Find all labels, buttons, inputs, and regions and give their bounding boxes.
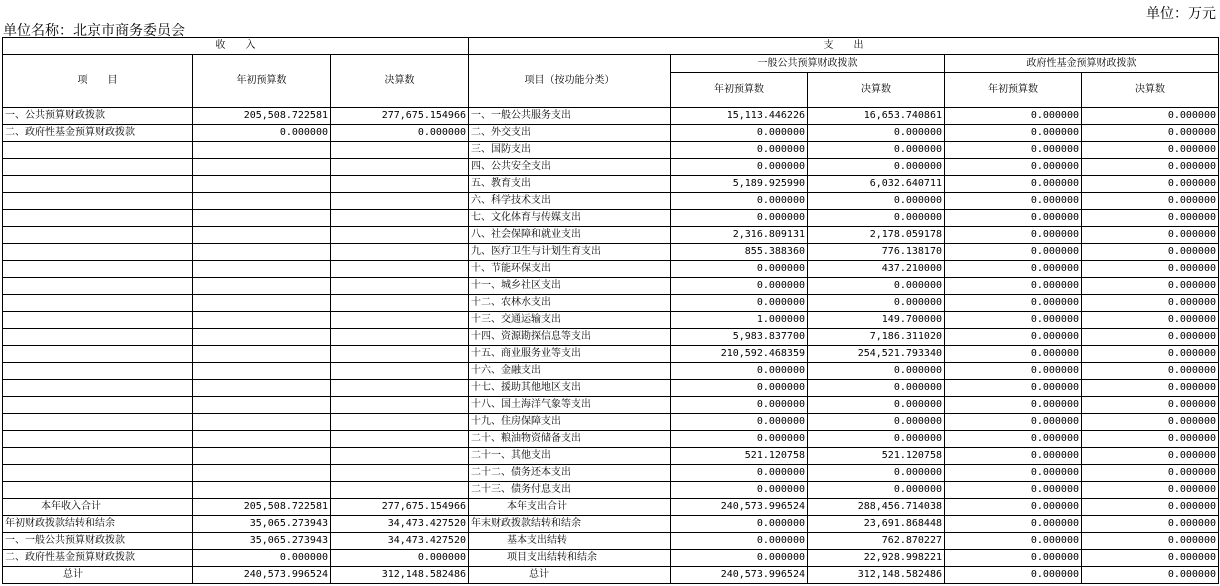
income-final-cell[interactable] <box>331 363 469 380</box>
income-item-cell[interactable] <box>3 329 193 346</box>
table-row <box>3 176 1219 193</box>
gov-fund-final-cell[interactable]: 0.000000 <box>1082 312 1219 329</box>
income-final-cell[interactable] <box>331 431 469 448</box>
table-row <box>3 227 1219 244</box>
income-final-cell[interactable] <box>331 193 469 210</box>
table-row <box>3 261 1219 278</box>
table-row <box>3 533 1219 550</box>
expense-item-cell[interactable]: 总计 <box>469 567 671 584</box>
income-final-cell[interactable] <box>331 380 469 397</box>
income-item-cell[interactable] <box>3 448 193 465</box>
gov-fund-budget-cell[interactable]: 0.000000 <box>945 142 1082 159</box>
income-item-cell[interactable] <box>3 397 193 414</box>
general-fund-final-cell[interactable]: 0.000000 <box>808 125 945 142</box>
income-budget-cell[interactable]: 240,573.996524 <box>193 567 331 584</box>
general-fund-budget-cell[interactable]: 0.000000 <box>671 210 808 227</box>
gov-fund-budget-cell[interactable]: 0.000000 <box>945 295 1082 312</box>
gov-fund-budget-cell[interactable]: 0.000000 <box>945 380 1082 397</box>
gov-fund-budget-cell[interactable]: 0.000000 <box>945 193 1082 210</box>
income-final-cell[interactable] <box>331 346 469 363</box>
income-item-cell[interactable] <box>3 346 193 363</box>
income-budget-cell[interactable] <box>193 414 331 431</box>
gov-fund-budget-cell[interactable]: 0.000000 <box>945 159 1082 176</box>
income-final-cell[interactable] <box>331 210 469 227</box>
gov-fund-final-cell[interactable]: 0.000000 <box>1082 363 1219 380</box>
gov-fund-final-cell[interactable]: 0.000000 <box>1082 108 1219 125</box>
gov-fund-final-cell[interactable]: 0.000000 <box>1082 567 1219 584</box>
table-row <box>3 329 1219 346</box>
general-fund-budget-cell[interactable]: 0.000000 <box>671 516 808 533</box>
gov-fund-budget-cell[interactable]: 0.000000 <box>945 261 1082 278</box>
income-final-cell[interactable] <box>331 329 469 346</box>
general-fund-final-cell[interactable]: 0.000000 <box>808 380 945 397</box>
income-header[interactable]: 收 入 <box>3 38 469 55</box>
income-item-cell[interactable]: 总计 <box>3 567 193 584</box>
gov-fund-budget-cell[interactable]: 0.000000 <box>945 465 1082 482</box>
income-item-cell[interactable] <box>3 482 193 499</box>
income-budget-cell[interactable] <box>193 346 331 363</box>
income-final-cell[interactable] <box>331 142 469 159</box>
general-fund-budget-cell[interactable]: 0.000000 <box>671 414 808 431</box>
expense-item-cell[interactable]: 四、公共安全支出 <box>469 159 671 176</box>
table-row <box>3 465 1219 482</box>
gov-fund-final-cell[interactable]: 0.000000 <box>1082 244 1219 261</box>
income-final-cell[interactable]: 312,148.582486 <box>331 567 469 584</box>
table-row <box>3 499 1219 516</box>
table-row <box>3 244 1219 261</box>
income-item-cell[interactable] <box>3 414 193 431</box>
general-fund-final-cell[interactable]: 288,456.714038 <box>808 499 945 516</box>
gov-fund-final-cell[interactable]: 0.000000 <box>1082 380 1219 397</box>
gov-fund-budget-cell[interactable]: 0.000000 <box>945 533 1082 550</box>
income-budget-cell[interactable] <box>193 329 331 346</box>
gov-fund-budget-cell[interactable]: 0.000000 <box>945 431 1082 448</box>
income-budget-cell[interactable] <box>193 465 331 482</box>
gf-final-header[interactable]: 决算数 <box>808 73 945 108</box>
expense-item-cell[interactable]: 十二、农林水支出 <box>469 295 671 312</box>
general-fund-final-cell[interactable]: 0.000000 <box>808 142 945 159</box>
income-final-cell[interactable] <box>331 465 469 482</box>
table-row <box>3 448 1219 465</box>
income-budget-cell[interactable] <box>193 397 331 414</box>
general-fund-final-cell[interactable]: 0.000000 <box>808 210 945 227</box>
gov-fund-final-cell[interactable]: 0.000000 <box>1082 210 1219 227</box>
general-fund-final-cell[interactable]: 6,032.640711 <box>808 176 945 193</box>
income-budget-cell[interactable] <box>193 210 331 227</box>
general-fund-final-cell[interactable]: 0.000000 <box>808 431 945 448</box>
table-row <box>3 346 1219 363</box>
income-final-cell[interactable] <box>331 176 469 193</box>
header-row-1 <box>3 38 1219 55</box>
table-row <box>3 567 1219 584</box>
gov-fund-final-cell[interactable]: 0.000000 <box>1082 516 1219 533</box>
income-item-cell[interactable] <box>3 465 193 482</box>
table-row <box>3 142 1219 159</box>
gov-fund-budget-cell[interactable]: 0.000000 <box>945 482 1082 499</box>
general-fund-final-cell[interactable]: 0.000000 <box>808 278 945 295</box>
income-final-cell[interactable] <box>331 397 469 414</box>
general-fund-budget-cell[interactable]: 0.000000 <box>671 261 808 278</box>
general-fund-final-cell[interactable]: 0.000000 <box>808 363 945 380</box>
gov-fund-budget-cell[interactable]: 0.000000 <box>945 550 1082 567</box>
expense-item-cell[interactable]: 项目支出结转和结余 <box>469 550 671 567</box>
income-item-cell[interactable] <box>3 227 193 244</box>
expense-item-cell[interactable]: 二十三、债务付息支出 <box>469 482 671 499</box>
income-final-cell[interactable]: 277,675.154966 <box>331 108 469 125</box>
gov-fund-final-cell[interactable]: 0.000000 <box>1082 465 1219 482</box>
table-row <box>3 159 1219 176</box>
income-budget-cell[interactable] <box>193 227 331 244</box>
general-fund-final-cell[interactable]: 23,691.868448 <box>808 516 945 533</box>
income-budget-cell[interactable] <box>193 363 331 380</box>
expense-item-cell[interactable]: 八、社会保障和就业支出 <box>469 227 671 244</box>
gov-fund-final-cell[interactable]: 0.000000 <box>1082 550 1219 567</box>
income-budget-cell[interactable] <box>193 159 331 176</box>
general-fund-final-cell[interactable]: 776.138170 <box>808 244 945 261</box>
income-final-cell[interactable] <box>331 244 469 261</box>
gov-fund-header[interactable]: 政府性基金预算财政拨款 <box>945 55 1219 73</box>
expense-item-cell[interactable]: 十六、金融支出 <box>469 363 671 380</box>
general-fund-final-cell[interactable]: 2,178.059178 <box>808 227 945 244</box>
income-item-cell[interactable]: 一、公共预算财政拨款 <box>3 108 193 125</box>
unit-label: 单位：万元 <box>1146 6 1216 22</box>
general-fund-budget-cell[interactable]: 0.000000 <box>671 363 808 380</box>
general-fund-final-cell[interactable]: 0.000000 <box>808 482 945 499</box>
general-fund-budget-cell[interactable]: 0.000000 <box>671 397 808 414</box>
general-fund-final-cell[interactable]: 0.000000 <box>808 159 945 176</box>
header-row-2 <box>3 55 1219 73</box>
table-row <box>3 278 1219 295</box>
expense-item-cell[interactable]: 三、国防支出 <box>469 142 671 159</box>
expense-item-cell[interactable]: 五、教育支出 <box>469 176 671 193</box>
general-fund-budget-cell[interactable]: 0.000000 <box>671 465 808 482</box>
table-row <box>3 550 1219 567</box>
table-row <box>3 431 1219 448</box>
budget-table <box>2 37 1219 584</box>
gov-fund-final-cell[interactable]: 0.000000 <box>1082 431 1219 448</box>
gov-fund-budget-cell[interactable]: 0.000000 <box>945 499 1082 516</box>
gov-fund-final-cell[interactable]: 0.000000 <box>1082 261 1219 278</box>
budget-header[interactable]: 年初预算数 <box>193 55 331 108</box>
general-fund-budget-cell[interactable]: 240,573.996524 <box>671 499 808 516</box>
gov-fund-budget-cell[interactable]: 0.000000 <box>945 176 1082 193</box>
gov-fund-budget-cell[interactable]: 0.000000 <box>945 346 1082 363</box>
income-budget-cell[interactable] <box>193 193 331 210</box>
general-fund-budget-cell[interactable]: 521.120758 <box>671 448 808 465</box>
general-fund-budget-cell[interactable]: 0.000000 <box>671 278 808 295</box>
gov-fund-final-cell[interactable]: 0.000000 <box>1082 448 1219 465</box>
table-row <box>3 397 1219 414</box>
income-budget-cell[interactable] <box>193 261 331 278</box>
gov-final-header[interactable]: 决算数 <box>1082 73 1219 108</box>
income-item-cell[interactable] <box>3 176 193 193</box>
gov-fund-budget-cell[interactable]: 0.000000 <box>945 108 1082 125</box>
gov-fund-budget-cell[interactable]: 0.000000 <box>945 125 1082 142</box>
income-budget-cell[interactable] <box>193 431 331 448</box>
gov-fund-final-cell[interactable]: 0.000000 <box>1082 295 1219 312</box>
general-fund-final-cell[interactable]: 0.000000 <box>808 193 945 210</box>
general-fund-budget-cell[interactable]: 240,573.996524 <box>671 567 808 584</box>
general-fund-final-cell[interactable]: 762.870227 <box>808 533 945 550</box>
income-final-cell[interactable] <box>331 278 469 295</box>
expense-item-cell[interactable]: 九、医疗卫生与计划生育支出 <box>469 244 671 261</box>
income-final-cell[interactable] <box>331 227 469 244</box>
gov-fund-budget-cell[interactable]: 0.000000 <box>945 210 1082 227</box>
expense-item-cell[interactable]: 十四、资源勘探信息等支出 <box>469 329 671 346</box>
income-budget-cell[interactable] <box>193 380 331 397</box>
item-func-header[interactable]: 项目（按功能分类） <box>469 55 671 108</box>
income-item-cell[interactable] <box>3 193 193 210</box>
general-fund-final-cell[interactable]: 0.000000 <box>808 465 945 482</box>
general-fund-budget-cell[interactable]: 0.000000 <box>671 142 808 159</box>
income-final-cell[interactable]: 34,473.427520 <box>331 533 469 550</box>
general-fund-budget-cell[interactable]: 1.000000 <box>671 312 808 329</box>
general-fund-final-cell[interactable]: 254,521.793340 <box>808 346 945 363</box>
income-budget-cell[interactable]: 35,065.273943 <box>193 533 331 550</box>
general-fund-final-cell[interactable]: 521.120758 <box>808 448 945 465</box>
item-header[interactable]: 项 目 <box>3 55 193 108</box>
expense-item-cell[interactable]: 六、科学技术支出 <box>469 193 671 210</box>
expense-item-cell[interactable]: 十、节能环保支出 <box>469 261 671 278</box>
income-final-cell[interactable] <box>331 482 469 499</box>
gov-fund-final-cell[interactable]: 0.000000 <box>1082 125 1219 142</box>
gov-fund-final-cell[interactable]: 0.000000 <box>1082 193 1219 210</box>
income-final-cell[interactable] <box>331 159 469 176</box>
gov-fund-budget-cell[interactable]: 0.000000 <box>945 567 1082 584</box>
general-fund-budget-cell[interactable]: 0.000000 <box>671 533 808 550</box>
income-budget-cell[interactable] <box>193 142 331 159</box>
expense-item-cell[interactable]: 二十一、其他支出 <box>469 448 671 465</box>
general-fund-final-cell[interactable]: 7,186.311020 <box>808 329 945 346</box>
income-item-cell[interactable] <box>3 380 193 397</box>
general-fund-budget-cell[interactable]: 0.000000 <box>671 193 808 210</box>
income-item-cell[interactable] <box>3 431 193 448</box>
income-budget-cell[interactable] <box>193 278 331 295</box>
income-final-cell[interactable] <box>331 295 469 312</box>
table-row <box>3 516 1219 533</box>
income-final-cell[interactable] <box>331 312 469 329</box>
gov-fund-final-cell[interactable]: 0.000000 <box>1082 414 1219 431</box>
general-fund-budget-cell[interactable]: 0.000000 <box>671 295 808 312</box>
gov-fund-budget-cell[interactable]: 0.000000 <box>945 448 1082 465</box>
income-final-cell[interactable] <box>331 414 469 431</box>
gov-fund-budget-cell[interactable]: 0.000000 <box>945 516 1082 533</box>
expense-item-cell[interactable]: 年末财政拨款结转和结余 <box>469 516 671 533</box>
income-budget-cell[interactable] <box>193 312 331 329</box>
income-item-cell[interactable]: 年初财政拨款结转和结余 <box>3 516 193 533</box>
gov-fund-budget-cell[interactable]: 0.000000 <box>945 329 1082 346</box>
general-fund-budget-cell[interactable]: 0.000000 <box>671 431 808 448</box>
org-name-label: 单位名称：北京市商务委员会 <box>3 23 185 39</box>
general-fund-final-cell[interactable]: 0.000000 <box>808 295 945 312</box>
general-fund-budget-cell[interactable]: 0.000000 <box>671 125 808 142</box>
expense-item-cell[interactable]: 基本支出结转 <box>469 533 671 550</box>
table-row <box>3 125 1219 142</box>
general-fund-final-cell[interactable]: 22,928.998221 <box>808 550 945 567</box>
income-budget-cell[interactable] <box>193 176 331 193</box>
gov-fund-final-cell[interactable]: 0.000000 <box>1082 329 1219 346</box>
gov-fund-final-cell[interactable]: 0.000000 <box>1082 176 1219 193</box>
general-fund-final-cell[interactable]: 0.000000 <box>808 397 945 414</box>
gov-fund-final-cell[interactable]: 0.000000 <box>1082 499 1219 516</box>
gov-fund-budget-cell[interactable]: 0.000000 <box>945 227 1082 244</box>
gov-fund-final-cell[interactable]: 0.000000 <box>1082 346 1219 363</box>
general-fund-final-cell[interactable]: 0.000000 <box>808 414 945 431</box>
general-fund-budget-cell[interactable]: 5,189.925990 <box>671 176 808 193</box>
gov-fund-final-cell[interactable]: 0.000000 <box>1082 533 1219 550</box>
general-fund-final-cell[interactable]: 312,148.582486 <box>808 567 945 584</box>
gov-fund-budget-cell[interactable]: 0.000000 <box>945 397 1082 414</box>
expense-item-cell[interactable]: 十九、住房保障支出 <box>469 414 671 431</box>
general-fund-final-cell[interactable]: 437.210000 <box>808 261 945 278</box>
gov-fund-budget-cell[interactable]: 0.000000 <box>945 414 1082 431</box>
general-fund-budget-cell[interactable]: 2,316.809131 <box>671 227 808 244</box>
expense-item-cell[interactable]: 二十、粮油物资储备支出 <box>469 431 671 448</box>
general-fund-final-cell[interactable]: 149.700000 <box>808 312 945 329</box>
income-final-cell[interactable]: 34,473.427520 <box>331 516 469 533</box>
general-fund-final-cell[interactable]: 16,653.740861 <box>808 108 945 125</box>
income-budget-cell[interactable] <box>193 244 331 261</box>
income-budget-cell[interactable]: 35,065.273943 <box>193 516 331 533</box>
general-fund-header[interactable]: 一般公共预算财政拨款 <box>671 55 945 73</box>
expense-item-cell[interactable]: 二十二、债务还本支出 <box>469 465 671 482</box>
expense-item-cell[interactable]: 本年支出合计 <box>469 499 671 516</box>
table-row <box>3 193 1219 210</box>
table-row <box>3 210 1219 227</box>
gov-fund-final-cell[interactable]: 0.000000 <box>1082 278 1219 295</box>
income-item-cell[interactable] <box>3 312 193 329</box>
expense-item-cell[interactable]: 二、外交支出 <box>469 125 671 142</box>
table-row <box>3 108 1219 125</box>
gov-fund-budget-cell[interactable]: 0.000000 <box>945 312 1082 329</box>
expense-item-cell[interactable]: 一、一般公共服务支出 <box>469 108 671 125</box>
expense-item-cell[interactable]: 七、文化体育与传媒支出 <box>469 210 671 227</box>
general-fund-budget-cell[interactable]: 855.388360 <box>671 244 808 261</box>
table-row <box>3 482 1219 499</box>
gov-fund-final-cell[interactable]: 0.000000 <box>1082 397 1219 414</box>
income-item-cell[interactable]: 二、政府性基金预算财政拨款 <box>3 550 193 567</box>
gov-fund-budget-cell[interactable]: 0.000000 <box>945 363 1082 380</box>
income-item-cell[interactable] <box>3 142 193 159</box>
income-item-cell[interactable] <box>3 159 193 176</box>
table-row <box>3 414 1219 431</box>
income-budget-cell[interactable] <box>193 295 331 312</box>
expense-header[interactable]: 支 出 <box>469 38 1219 55</box>
income-final-cell[interactable] <box>331 448 469 465</box>
expense-item-cell[interactable]: 十八、国土海洋气象等支出 <box>469 397 671 414</box>
income-budget-cell[interactable]: 0.000000 <box>193 550 331 567</box>
income-budget-cell[interactable]: 205,508.722581 <box>193 499 331 516</box>
general-fund-budget-cell[interactable]: 210,592.468359 <box>671 346 808 363</box>
income-budget-cell[interactable]: 205,508.722581 <box>193 108 331 125</box>
income-item-cell[interactable]: 本年收入合计 <box>3 499 193 516</box>
expense-item-cell[interactable]: 十三、交通运输支出 <box>469 312 671 329</box>
expense-item-cell[interactable]: 十一、城乡社区支出 <box>469 278 671 295</box>
general-fund-budget-cell[interactable]: 0.000000 <box>671 482 808 499</box>
income-item-cell[interactable] <box>3 278 193 295</box>
income-final-cell[interactable]: 0.000000 <box>331 550 469 567</box>
table-body <box>3 108 1219 584</box>
gov-fund-budget-cell[interactable]: 0.000000 <box>945 278 1082 295</box>
income-item-cell[interactable] <box>3 261 193 278</box>
income-item-cell[interactable] <box>3 210 193 227</box>
income-final-cell[interactable] <box>331 261 469 278</box>
general-fund-budget-cell[interactable]: 5,983.837700 <box>671 329 808 346</box>
expense-item-cell[interactable]: 十五、商业服务业等支出 <box>469 346 671 363</box>
gf-budget-header[interactable]: 年初预算数 <box>671 73 808 108</box>
table-row <box>3 312 1219 329</box>
expense-item-cell[interactable]: 十七、援助其他地区支出 <box>469 380 671 397</box>
income-final-cell[interactable]: 277,675.154966 <box>331 499 469 516</box>
general-fund-budget-cell[interactable]: 0.000000 <box>671 550 808 567</box>
general-fund-budget-cell[interactable]: 0.000000 <box>671 159 808 176</box>
gov-fund-budget-cell[interactable]: 0.000000 <box>945 244 1082 261</box>
table-row <box>3 380 1219 397</box>
gov-fund-final-cell[interactable]: 0.000000 <box>1082 227 1219 244</box>
income-budget-cell[interactable] <box>193 482 331 499</box>
income-item-cell[interactable] <box>3 295 193 312</box>
income-item-cell[interactable]: 一、一般公共预算财政拨款 <box>3 533 193 550</box>
final-header[interactable]: 决算数 <box>331 55 469 108</box>
income-budget-cell[interactable] <box>193 448 331 465</box>
gov-fund-final-cell[interactable]: 0.000000 <box>1082 159 1219 176</box>
gov-fund-final-cell[interactable]: 0.000000 <box>1082 142 1219 159</box>
income-item-cell[interactable]: 二、政府性基金预算财政拨款 <box>3 125 193 142</box>
general-fund-budget-cell[interactable]: 15,113.446226 <box>671 108 808 125</box>
income-item-cell[interactable] <box>3 244 193 261</box>
income-final-cell[interactable]: 0.000000 <box>331 125 469 142</box>
gov-fund-final-cell[interactable]: 0.000000 <box>1082 482 1219 499</box>
general-fund-budget-cell[interactable]: 0.000000 <box>671 380 808 397</box>
gov-budget-header[interactable]: 年初预算数 <box>945 73 1082 108</box>
table-row <box>3 363 1219 380</box>
income-budget-cell[interactable]: 0.000000 <box>193 125 331 142</box>
table-row <box>3 295 1219 312</box>
income-item-cell[interactable] <box>3 363 193 380</box>
